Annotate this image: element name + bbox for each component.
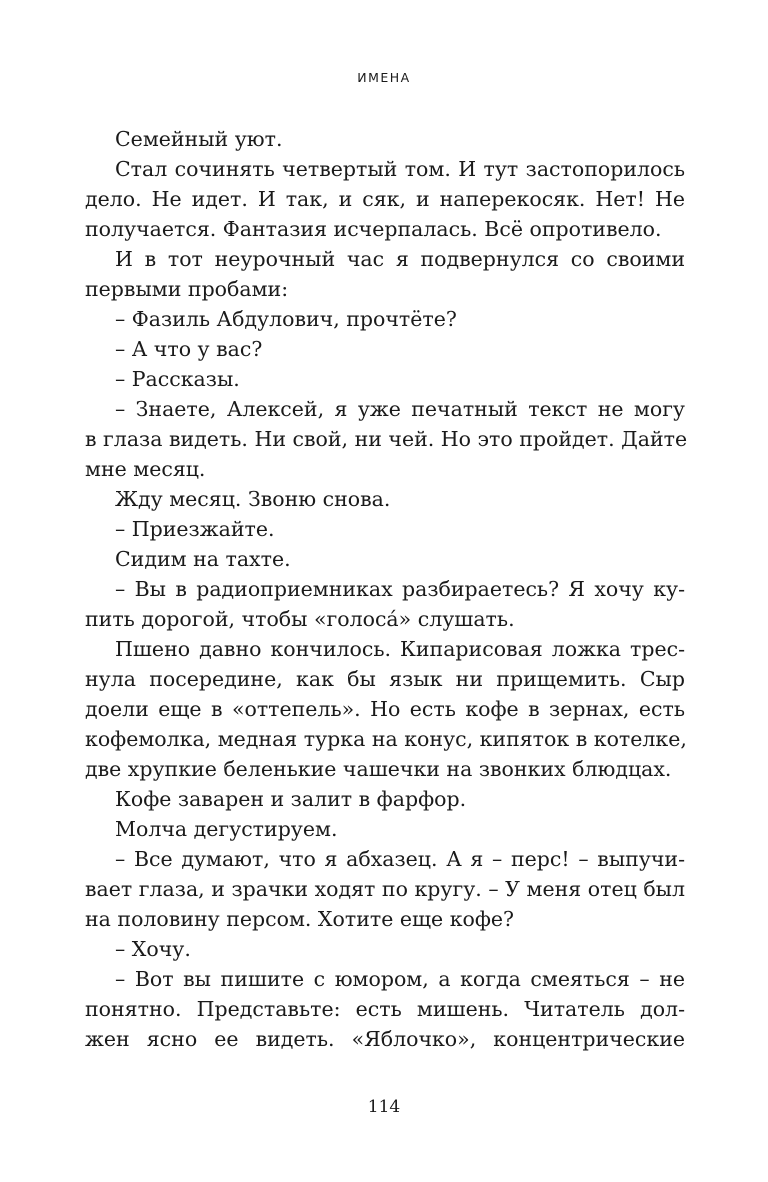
text-line: получается. Фантазия исчерпалась. Всё опротивело.: [85, 217, 662, 241]
text-line: кофемолка, медная турка на конус, кипяток в котелке,: [85, 727, 687, 751]
text-line: две хрупкие беленькие чашечки на звонких блюдцах.: [85, 757, 672, 781]
text-line: вает глаза, и зрачки ходят по кругу. – У меня отец был: [85, 877, 685, 901]
text-line: – Все думают, что я абхазец. А я – перс! – выпучи-: [115, 847, 685, 871]
text-line: – Приезжайте.: [115, 517, 275, 541]
text-line: Стал сочинять четвертый том. И тут застопорилось: [115, 157, 685, 181]
text-line: – А что у вас?: [115, 337, 263, 361]
body-text: [85, 124, 688, 1054]
text-line: дело. Не идет. И так, и сяк, и наперекосяк. Нет! Не: [85, 187, 685, 211]
text-line: – Вот вы пишите с юмором, а когда смеяться – не: [115, 967, 685, 991]
page-number: 114: [367, 1097, 401, 1117]
text-line: Жду месяц. Звоню снова.: [115, 487, 391, 511]
text-line: на половину персом. Хотите еще кофе?: [85, 907, 515, 931]
text-line: жен ясно ее видеть. «Яблочко», концентрические: [85, 1027, 685, 1051]
text-line: – Хочу.: [115, 937, 191, 961]
text-line: – Фазиль Абдулович, прочтёте?: [115, 307, 457, 331]
text-line: понятно. Представьте: есть мишень. Читатель дол-: [85, 997, 685, 1021]
text-line: Молча дегустируем.: [115, 817, 338, 841]
text-line: Сидим на тахте.: [115, 547, 291, 571]
text-line: И в тот неурочный час я подвернулся со своими: [115, 247, 685, 271]
text-line: – Вы в радиоприемниках разбираетесь? Я хочу ку-: [115, 577, 685, 601]
text-line: доели еще в «оттепель». Но есть кофе в зернах, есть: [85, 697, 685, 721]
text-line: пить дорогой, чтобы «голоса́» слушать.: [85, 607, 515, 631]
running-head: ИМЕНА: [357, 70, 411, 85]
text-line: первыми пробами:: [85, 277, 289, 301]
text-line: мне месяц.: [85, 457, 206, 481]
text-line: Пшено давно кончилось. Кипарисовая ложка трес-: [115, 637, 685, 661]
text-line: Кофе заварен и залит в фарфор.: [115, 787, 467, 811]
text-line: – Рассказы.: [115, 367, 240, 391]
text-line: – Знаете, Алексей, я уже печатный текст не могу: [115, 397, 685, 421]
text-line: в глаза видеть. Ни свой, ни чей. Но это пройдет. Дайте: [85, 427, 688, 451]
text-line: нула посередине, как бы язык ни прищемить. Сыр: [85, 667, 685, 691]
text-line: Семейный уют.: [115, 127, 283, 151]
